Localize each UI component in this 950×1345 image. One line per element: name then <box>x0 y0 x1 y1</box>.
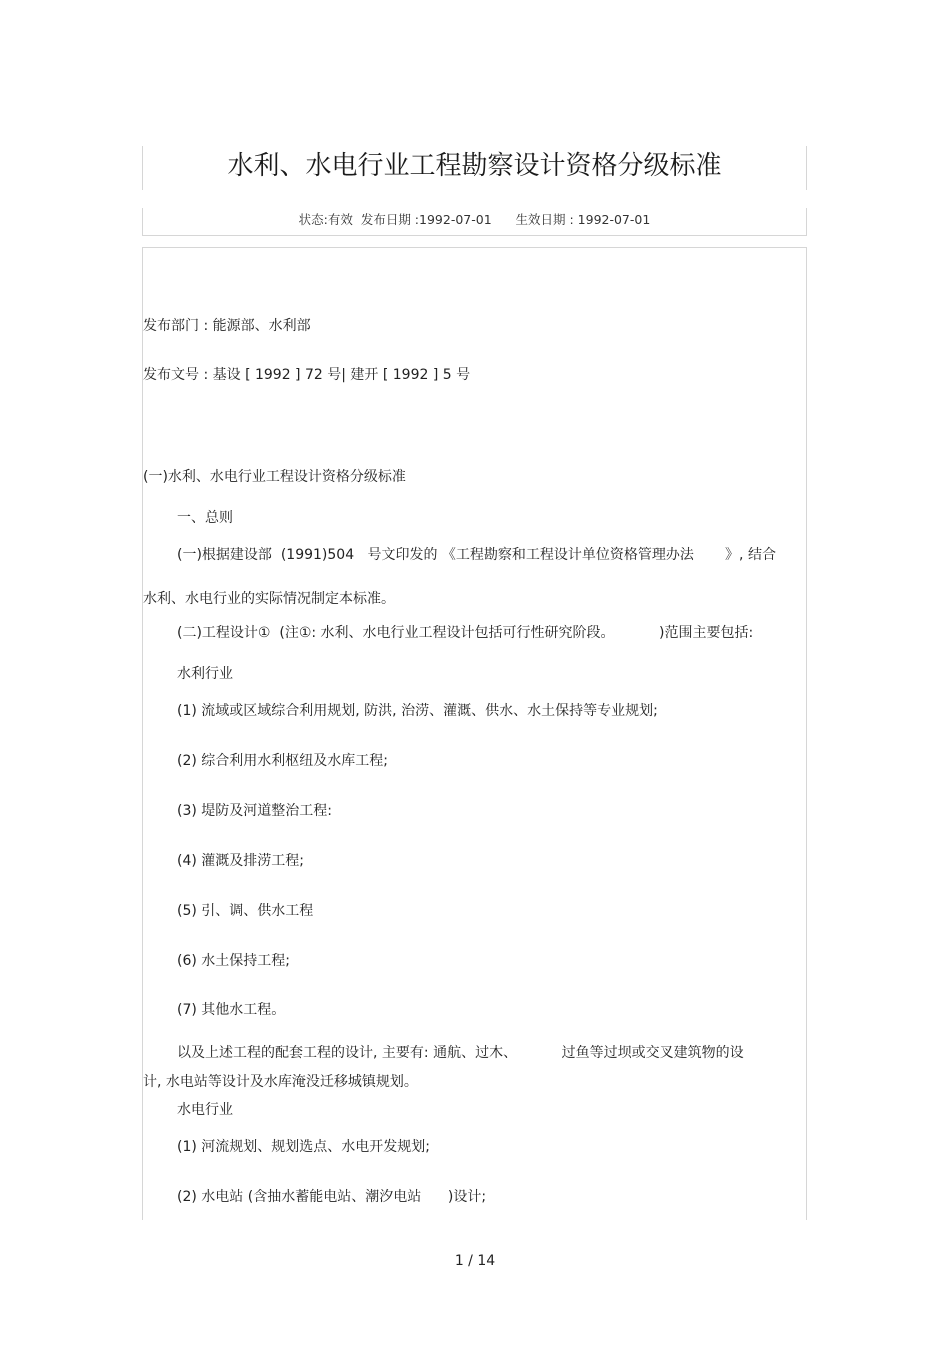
supporting-works-line-1: 以及上述工程的配套工程的设计, 主要有: 通航、过木、 过鱼等过坝或交叉建筑物的设 <box>177 1045 744 1061</box>
hydro-industry-heading: 水电行业 <box>177 1102 233 1118</box>
meta-divider <box>142 235 807 236</box>
water-item-4: (4) 灌溉及排涝工程; <box>177 853 304 869</box>
water-item-2: (2) 综合利用水利枢纽及水库工程; <box>177 753 388 769</box>
general-heading: 一、总则 <box>177 510 233 526</box>
page-indicator: 1 / 14 <box>454 1253 496 1269</box>
paragraph-2: (二)工程设计① (注①: 水利、水电行业工程设计包括可行性研究阶段。 )范围主要包括: <box>177 625 754 641</box>
status-meta: 状态:有效 发布日期 :1992-07-01 生效日期 : 1992-07-01 <box>298 212 651 227</box>
water-industry-heading: 水利行业 <box>177 666 233 682</box>
water-item-5: (5) 引、调、供水工程 <box>177 903 314 919</box>
section-title: (一)水利、水电行业工程设计资格分级标准 <box>143 469 406 485</box>
water-item-1: (1) 流域或区域综合利用规划, 防洪, 治涝、灌溉、供水、水土保持等专业规划; <box>177 703 658 719</box>
supporting-works-line-2: 计, 水电站等设计及水库淹没迁移城镇规划。 <box>143 1074 418 1090</box>
doc-number-line: 发布文号 : 基设 [ 1992 ] 72 号| 建开 [ 1992 ] 5 号 <box>143 367 471 383</box>
paragraph-1-line-2: 水利、水电行业的实际情况制定本标准。 <box>143 591 395 607</box>
issuer-line: 发布部门 : 能源部、水利部 <box>143 318 311 334</box>
hydro-item-1: (1) 河流规划、规划选点、水电开发规划; <box>177 1139 430 1155</box>
water-item-3: (3) 堤防及河道整治工程: <box>177 803 332 819</box>
body-frame-right <box>806 247 807 1220</box>
body-frame-top <box>142 247 807 248</box>
water-item-7: (7) 其他水工程。 <box>177 1002 286 1018</box>
paragraph-1-line-1: (一)根据建设部 (1991)504 号文印发的 《工程勘察和工程设计单位资格管理办法 》, 结合 <box>177 547 776 563</box>
hydro-item-2: (2) 水电站 (含抽水蓄能电站、潮汐电站 )设计; <box>177 1189 487 1205</box>
page-title: 水利、水电行业工程勘察设计资格分级标准 <box>227 151 722 181</box>
water-item-6: (6) 水土保持工程; <box>177 953 290 969</box>
